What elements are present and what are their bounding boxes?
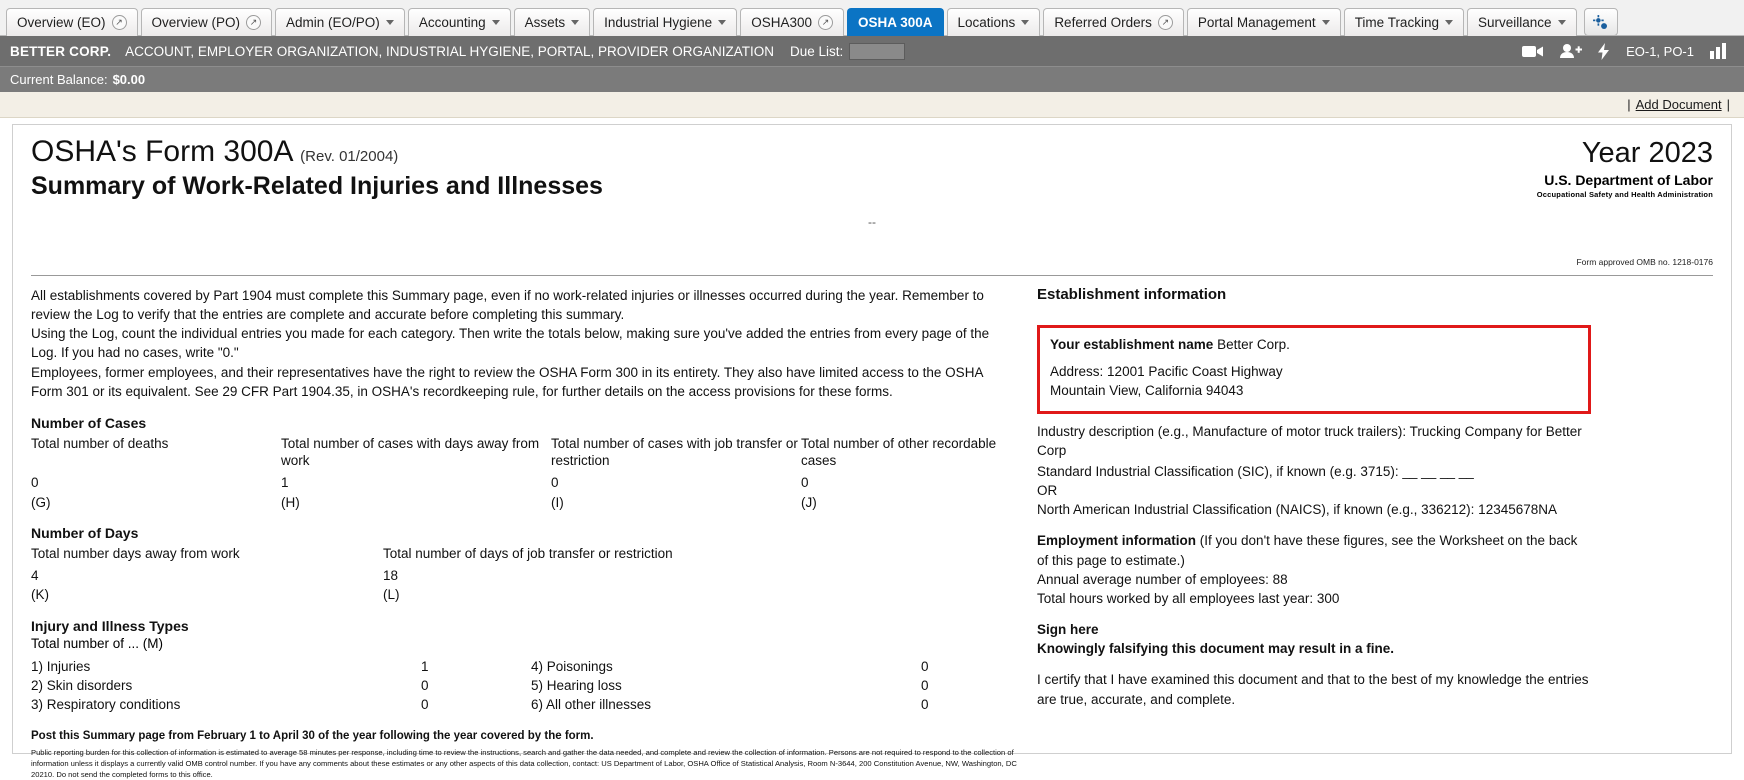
sic-line: Standard Industrial Classification (SIC), if known (e.g. 3715): __ __ __ __	[1037, 463, 1474, 479]
tab-label: Assets	[524, 15, 566, 30]
form-subtitle: Summary of Work-Related Injuries and Illnesses	[31, 172, 603, 200]
injury-illness-subheading: Total number of ... (M)	[31, 635, 164, 651]
tab-assets[interactable]	[514, 8, 591, 36]
tab-label: Overview (PO)	[151, 15, 241, 30]
tab-label: Overview (EO)	[17, 15, 106, 30]
org-code-label: EO-1, PO-1	[1626, 43, 1694, 59]
iit-value-2: 0	[421, 677, 429, 693]
tab-label: Time Tracking	[1354, 15, 1439, 30]
osha-300a-form	[12, 124, 1732, 779]
header-divider	[31, 275, 1713, 276]
balance-value: $0.00	[112, 72, 146, 87]
burden-statement: Public reporting burden for this collection of information is estimated to average 58 minutes per response, including time to review the instructions, search and gather the data needed, and complete and review the collection of information. Persons are not required to respond to the collection of information unless it displays a currently valid OMB control number. If you have any comments about these estimates or any other aspects of this data collection, contact: US Department of Labor, OSHA Office of Statistical Analysis, Room N-3644, 200 Constitution Avenue, NW, Washington, DC 20210. Do not send the completed forms to this office.	[31, 747, 1017, 779]
cases-label-h: Total number of cases with days away from work	[281, 435, 540, 469]
balance-bar	[0, 66, 1744, 92]
iit-label-4: 4) Poisonings	[531, 658, 613, 674]
days-code-l: (L)	[383, 587, 400, 603]
iit-label-2: 2) Skin disorders	[31, 677, 133, 693]
external-link-icon: ↗	[246, 15, 261, 30]
form-title-text: OSHA's Form 300A	[31, 135, 292, 168]
establishment-name-row	[1050, 336, 1578, 355]
or-line: OR	[1037, 483, 1058, 499]
chevron-down-icon	[386, 20, 394, 25]
chevron-down-icon	[1322, 20, 1330, 25]
cases-code-g: (G)	[31, 494, 51, 510]
days-value-l: 18	[383, 567, 399, 583]
iit-value-5: 0	[921, 677, 929, 693]
tab-label: Accounting	[418, 15, 486, 30]
employment-heading: Employment information	[1037, 533, 1197, 549]
form-body	[31, 286, 1713, 780]
days-value-k: 4	[31, 567, 39, 583]
tab-locations[interactable]	[947, 8, 1041, 36]
chevron-down-icon	[492, 20, 500, 25]
tab-label: OSHA300	[751, 15, 812, 30]
tab-label: Surveillance	[1477, 15, 1552, 30]
cases-code-h: (H)	[281, 494, 300, 510]
tab-time-tracking[interactable]	[1344, 8, 1464, 36]
establishment-highlight-box	[1037, 325, 1591, 414]
cases-value-j: 0	[801, 475, 809, 491]
department-label: U.S. Department of Labor	[1544, 172, 1713, 188]
industry-description: Industry description (e.g., Manufacture of motor truck trailers): Trucking Company for Better Corp	[1037, 423, 1582, 458]
form-right-column	[1031, 286, 1591, 780]
tab-overview-eo[interactable]	[6, 8, 138, 36]
form-year: Year 2023	[1581, 137, 1713, 169]
cases-code-j: (J)	[801, 494, 817, 510]
address-line-2: Mountain View, California 94043	[1050, 382, 1244, 398]
tab-label: OSHA 300A	[857, 15, 933, 30]
post-instruction: Post this Summary page from February 1 to April 30 of the year following the year covered by the form.	[31, 729, 594, 742]
total-hours-worked: Total hours worked by all employees last year: 300	[1037, 590, 1340, 606]
external-link-icon: ↗	[1158, 15, 1173, 30]
bar-chart-icon[interactable]	[1710, 43, 1728, 59]
tab-label: Referred Orders	[1054, 15, 1152, 30]
gear-icon	[1592, 14, 1609, 31]
tab-overview-po[interactable]	[141, 8, 273, 36]
falsify-warning: Knowingly falsifying this document may result in a fine.	[1037, 641, 1395, 657]
main-tab-bar	[0, 0, 1744, 36]
iit-label-6: 6) All other illnesses	[531, 696, 652, 712]
cases-label-j: Total number of other recordable cases	[801, 435, 997, 469]
balance-label: Current Balance:	[10, 72, 108, 87]
iit-label-3: 3) Respiratory conditions	[31, 696, 181, 712]
dash-marker: --	[868, 215, 876, 229]
form-left-column	[31, 286, 1031, 780]
tab-osha-300a[interactable]	[847, 8, 944, 36]
form-header-left	[31, 135, 1537, 201]
form-revision: (Rev. 01/2004)	[300, 148, 399, 165]
sign-here-heading: Sign here	[1037, 622, 1099, 638]
address-line-1: 12001 Pacific Coast Highway	[1107, 363, 1283, 379]
days-label-l: Total number of days of job transfer or restriction	[383, 546, 673, 562]
address-label: Address:	[1050, 363, 1104, 379]
number-of-days-grid	[31, 545, 1017, 604]
injury-illness-heading: Injury and Illness Types	[31, 617, 189, 634]
intro-paragraph-2: Using the Log, count the individual entries you made for each category. Then write the totals below, making sure you've added the entries from every page of the Log. If you had no cases, write "0."	[31, 326, 990, 361]
cases-value-g: 0	[31, 475, 39, 491]
employment-information	[1037, 531, 1591, 569]
tab-label: Portal Management	[1197, 15, 1316, 30]
due-list-input[interactable]	[849, 43, 905, 60]
external-link-icon: ↗	[818, 15, 833, 30]
separator-right: |	[1726, 97, 1730, 112]
external-link-icon: ↗	[112, 15, 127, 30]
establishment-heading: Establishment information	[1037, 286, 1227, 303]
corp-name: BETTER CORP.	[10, 43, 112, 59]
establishment-name-label: Your establishment name	[1050, 337, 1214, 352]
form-header-right	[1537, 135, 1713, 199]
cases-label-i: Total number of cases with job transfer or restriction	[551, 435, 798, 469]
due-list-label: Due List:	[790, 43, 844, 59]
tab-label: Locations	[957, 15, 1016, 30]
video-camera-icon[interactable]	[1522, 44, 1544, 59]
establishment-name-value: Better Corp.	[1217, 337, 1290, 352]
number-of-days-heading: Number of Days	[31, 525, 139, 542]
naics-line: North American Industrial Classification (NAICS), if known (e.g., 336212): 12345678NA	[1037, 502, 1558, 518]
days-label-k: Total number days away from work	[31, 546, 240, 562]
iit-label-5: 5) Hearing loss	[531, 677, 622, 693]
separator-left: |	[1627, 97, 1631, 112]
days-code-k: (K)	[31, 587, 49, 603]
context-bar	[0, 36, 1744, 66]
context-bar-actions	[1522, 43, 1734, 60]
add-document-link[interactable]: Add Document	[1635, 97, 1722, 112]
settings-gear-button[interactable]	[1584, 8, 1618, 36]
cases-code-i: (I)	[551, 494, 564, 510]
lightning-bolt-icon[interactable]	[1598, 43, 1610, 60]
tab-industrial-hygiene[interactable]	[593, 8, 737, 36]
intro-paragraph-3: Employees, former employees, and their representatives have the right to review the OSHA Form 300 in its entirety. They also have limited access to the OSHA Form 301 or its equivalent. See 29 CFR Part 1904.35, in OSHA's recordkeeping rule, for further details on the access provisions for these forms.	[31, 364, 983, 399]
tab-portal-management[interactable]	[1187, 8, 1341, 36]
form-header	[31, 135, 1713, 201]
employment-note: (If you don't have these figures, see the Worksheet on the back of this page to estimate.)	[1037, 533, 1578, 568]
chevron-down-icon	[571, 20, 579, 25]
corp-roles: ACCOUNT, EMPLOYER ORGANIZATION, INDUSTRIAL HYGIENE, PORTAL, PROVIDER ORGANIZATION	[125, 43, 775, 59]
annual-average-employees: Annual average number of employees: 88	[1037, 571, 1288, 587]
chevron-down-icon	[718, 20, 726, 25]
chevron-down-icon	[1558, 20, 1566, 25]
cases-value-i: 0	[551, 475, 559, 491]
tab-osha300[interactable]	[740, 8, 844, 36]
establishment-address-row	[1050, 363, 1578, 382]
cases-label-g: Total number of deaths	[31, 435, 169, 451]
iit-value-1: 1	[421, 658, 429, 674]
certification-text: I certify that I have examined this document and that to the best of my knowledge the entries are true, accurate, and complete.	[1037, 672, 1589, 707]
number-of-cases-grid	[31, 435, 1017, 511]
intro-paragraph-1: All establishments covered by Part 1904 must complete this Summary page, even if no work-related injuries or illnesses occurred during the year. Remember to review the Log to verify that the entries are complete and accurate before completing this summary.	[31, 288, 984, 323]
tab-accounting[interactable]	[408, 8, 511, 36]
page-title	[31, 135, 1537, 168]
chevron-down-icon	[1021, 20, 1029, 25]
omb-note: Form approved OMB no. 1218-0176	[1576, 257, 1713, 267]
number-of-cases-heading: Number of Cases	[31, 414, 147, 431]
add-user-icon[interactable]	[1560, 43, 1582, 59]
iit-value-6: 0	[921, 696, 929, 712]
tab-referred-orders[interactable]	[1043, 8, 1184, 36]
chevron-down-icon	[1445, 20, 1453, 25]
cases-value-h: 1	[281, 475, 289, 491]
iit-label-1: 1) Injuries	[31, 658, 91, 674]
tab-label: Industrial Hygiene	[604, 15, 713, 30]
iit-value-3: 0	[421, 696, 429, 712]
injury-illness-grid	[31, 659, 1017, 712]
iit-value-4: 0	[921, 658, 929, 674]
tab-label: Admin (EO/PO)	[286, 15, 380, 30]
tab-surveillance[interactable]	[1467, 8, 1577, 36]
tab-admin-eo-po[interactable]	[275, 8, 405, 36]
document-actions-bar	[0, 92, 1744, 118]
agency-label: Occupational Safety and Health Administration	[1536, 190, 1713, 199]
